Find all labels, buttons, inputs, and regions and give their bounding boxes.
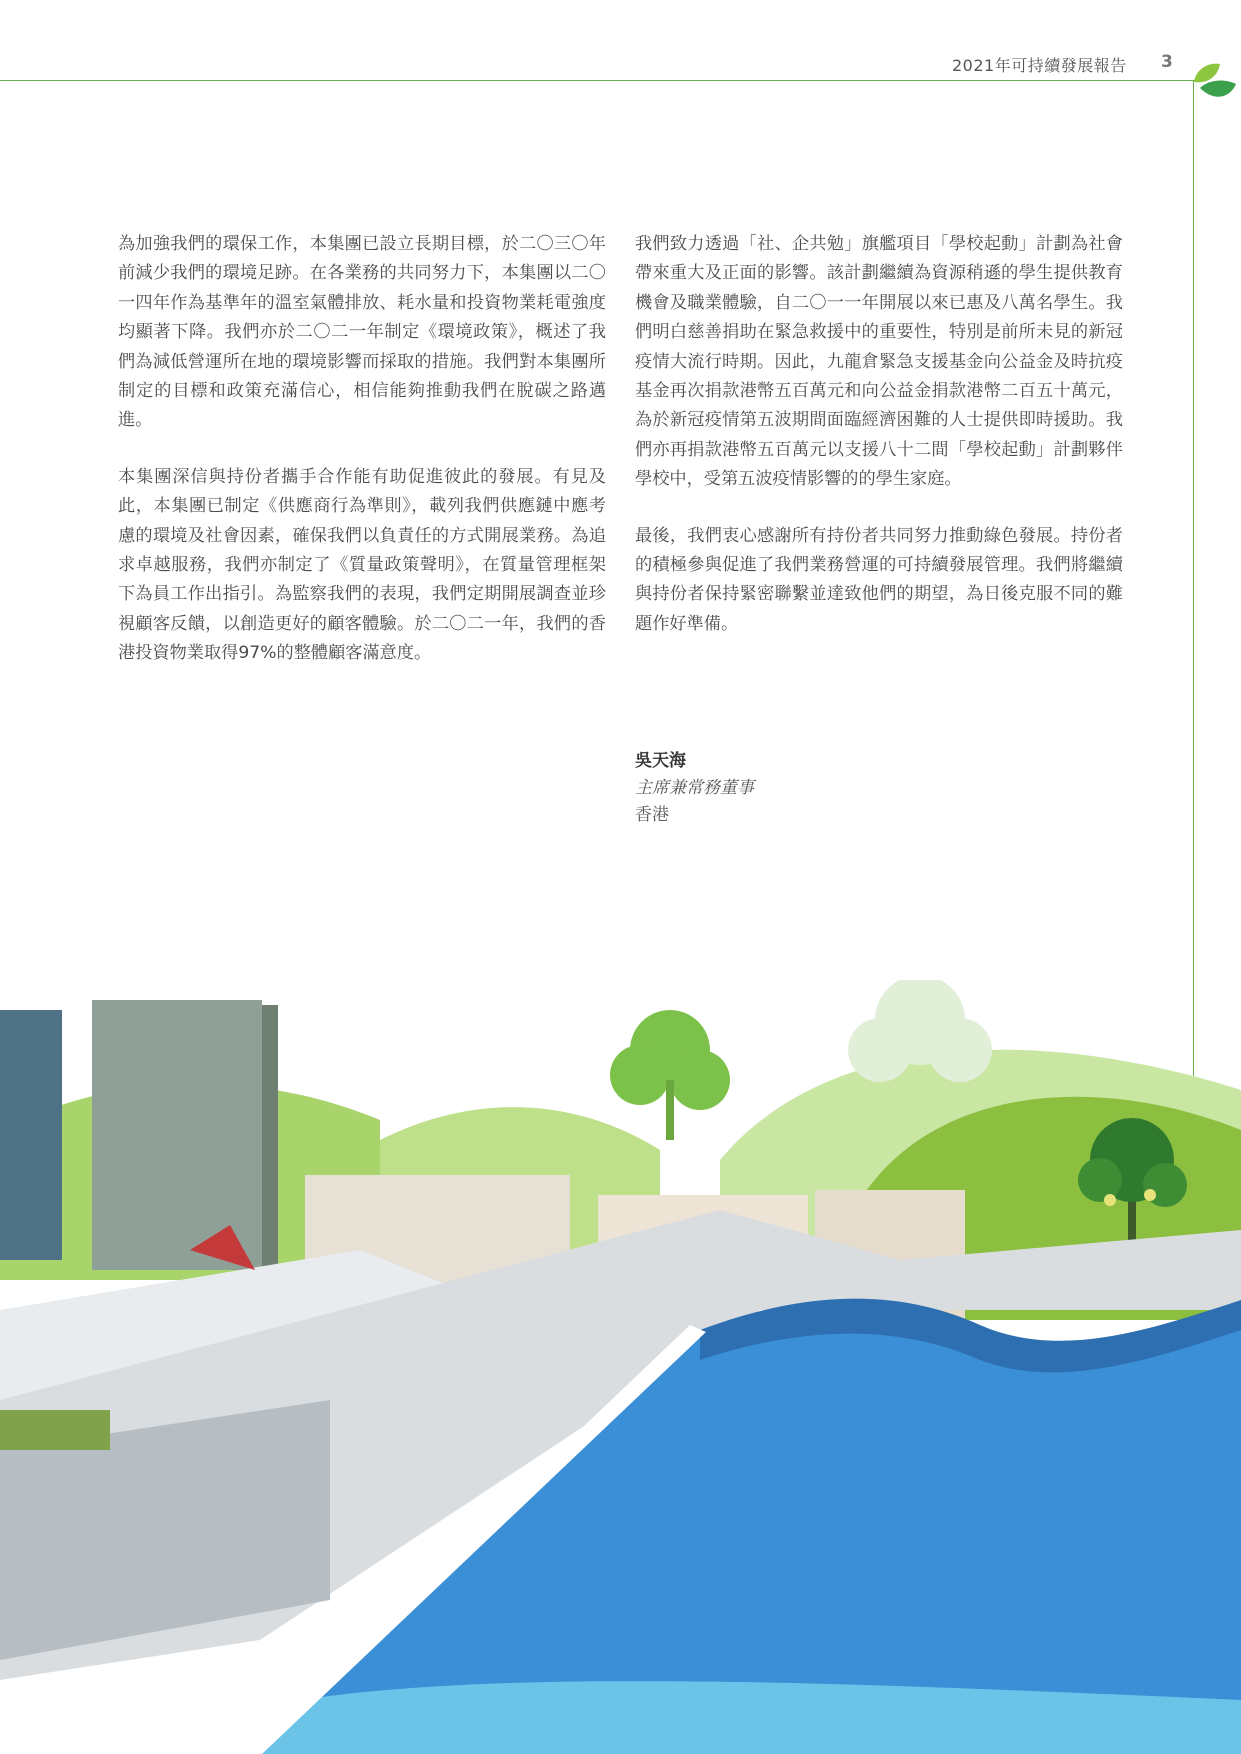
harbour-illustration [0,980,1241,1754]
right-paragraph-1: 我們致力透過「社、企共勉」旗艦項目「學校起動」計劃為社會帶來重大及正面的影響。該計劃繼續為資源稍遜的學生提供教育機會及職業體驗，自二〇一一年開展以來已惠及八萬名學生。我們明白慈善捐助在緊急救援中的重要性，特別是前所未見的新冠疫情大流行時期。因此，九龍倉緊急支援基金向公益金及時抗疫基金再次捐款港幣五百萬元和向公益金捐款港幣二百五十萬元，為於新冠疫情第五波期間面臨經濟困難的人士提供即時援助。我們亦再捐款港幣五百萬元以支援八十二間「學校起動」計劃夥伴學校中，受第五波疫情影響的的學生家庭。 [635,234,1123,490]
header-rule [0,80,1196,81]
page-number: 3 [1161,52,1173,72]
right-paragraph-2: 最後，我們衷心感謝所有持份者共同努力推動綠色發展。持份者的積極參與促進了我們業務營運的可持續發展管理。我們將繼續與持份者保持緊密聯繫並達致他們的期望，為日後克服不同的難題作好準備。 [635,525,1123,634]
signature-block [635,748,754,829]
side-rule [1193,80,1194,1090]
signatory-name: 吳天海 [635,751,686,771]
tree-icon [610,1010,730,1140]
signatory-place: 香港 [635,805,669,825]
right-column [635,230,1123,666]
signatory-title: 主席兼常務董事 [635,778,754,798]
left-column [118,230,606,696]
leaf-logo-icon [1190,58,1238,108]
left-paragraph-2: 本集團深信與持份者攜手合作能有助促進彼此的發展。有見及此，本集團已制定《供應商行為準則》，載列我們供應鏈中應考慮的環境及社會因素，確保我們以負責任的方式開展業務。為追求卓越服務，我們亦制定了《質量政策聲明》，在質量管理框架下為員工作出指引。為監察我們的表現，我們定期開展調查並珍視顧客反饋，以創造更好的顧客體驗。於二〇二一年，我們的香港投資物業取得97%的整體顧客滿意度。 [118,466,606,664]
left-paragraph-1: 為加強我們的環保工作，本集團已設立長期目標，於二〇三〇年前減少我們的環境足跡。在各業務的共同努力下，本集團以二〇一四年作為基準年的溫室氣體排放、耗水量和投資物業耗電強度均顯著下降。我們亦於二〇二一年制定《環境政策》，概述了我們為減低營運所在地的環境影響而採取的措施。我們對本集團所制定的目標和政策充滿信心，相信能夠推動我們在脫碳之路邁進。 [118,234,606,431]
report-title: 2021年可持續發展報告 [952,56,1127,75]
